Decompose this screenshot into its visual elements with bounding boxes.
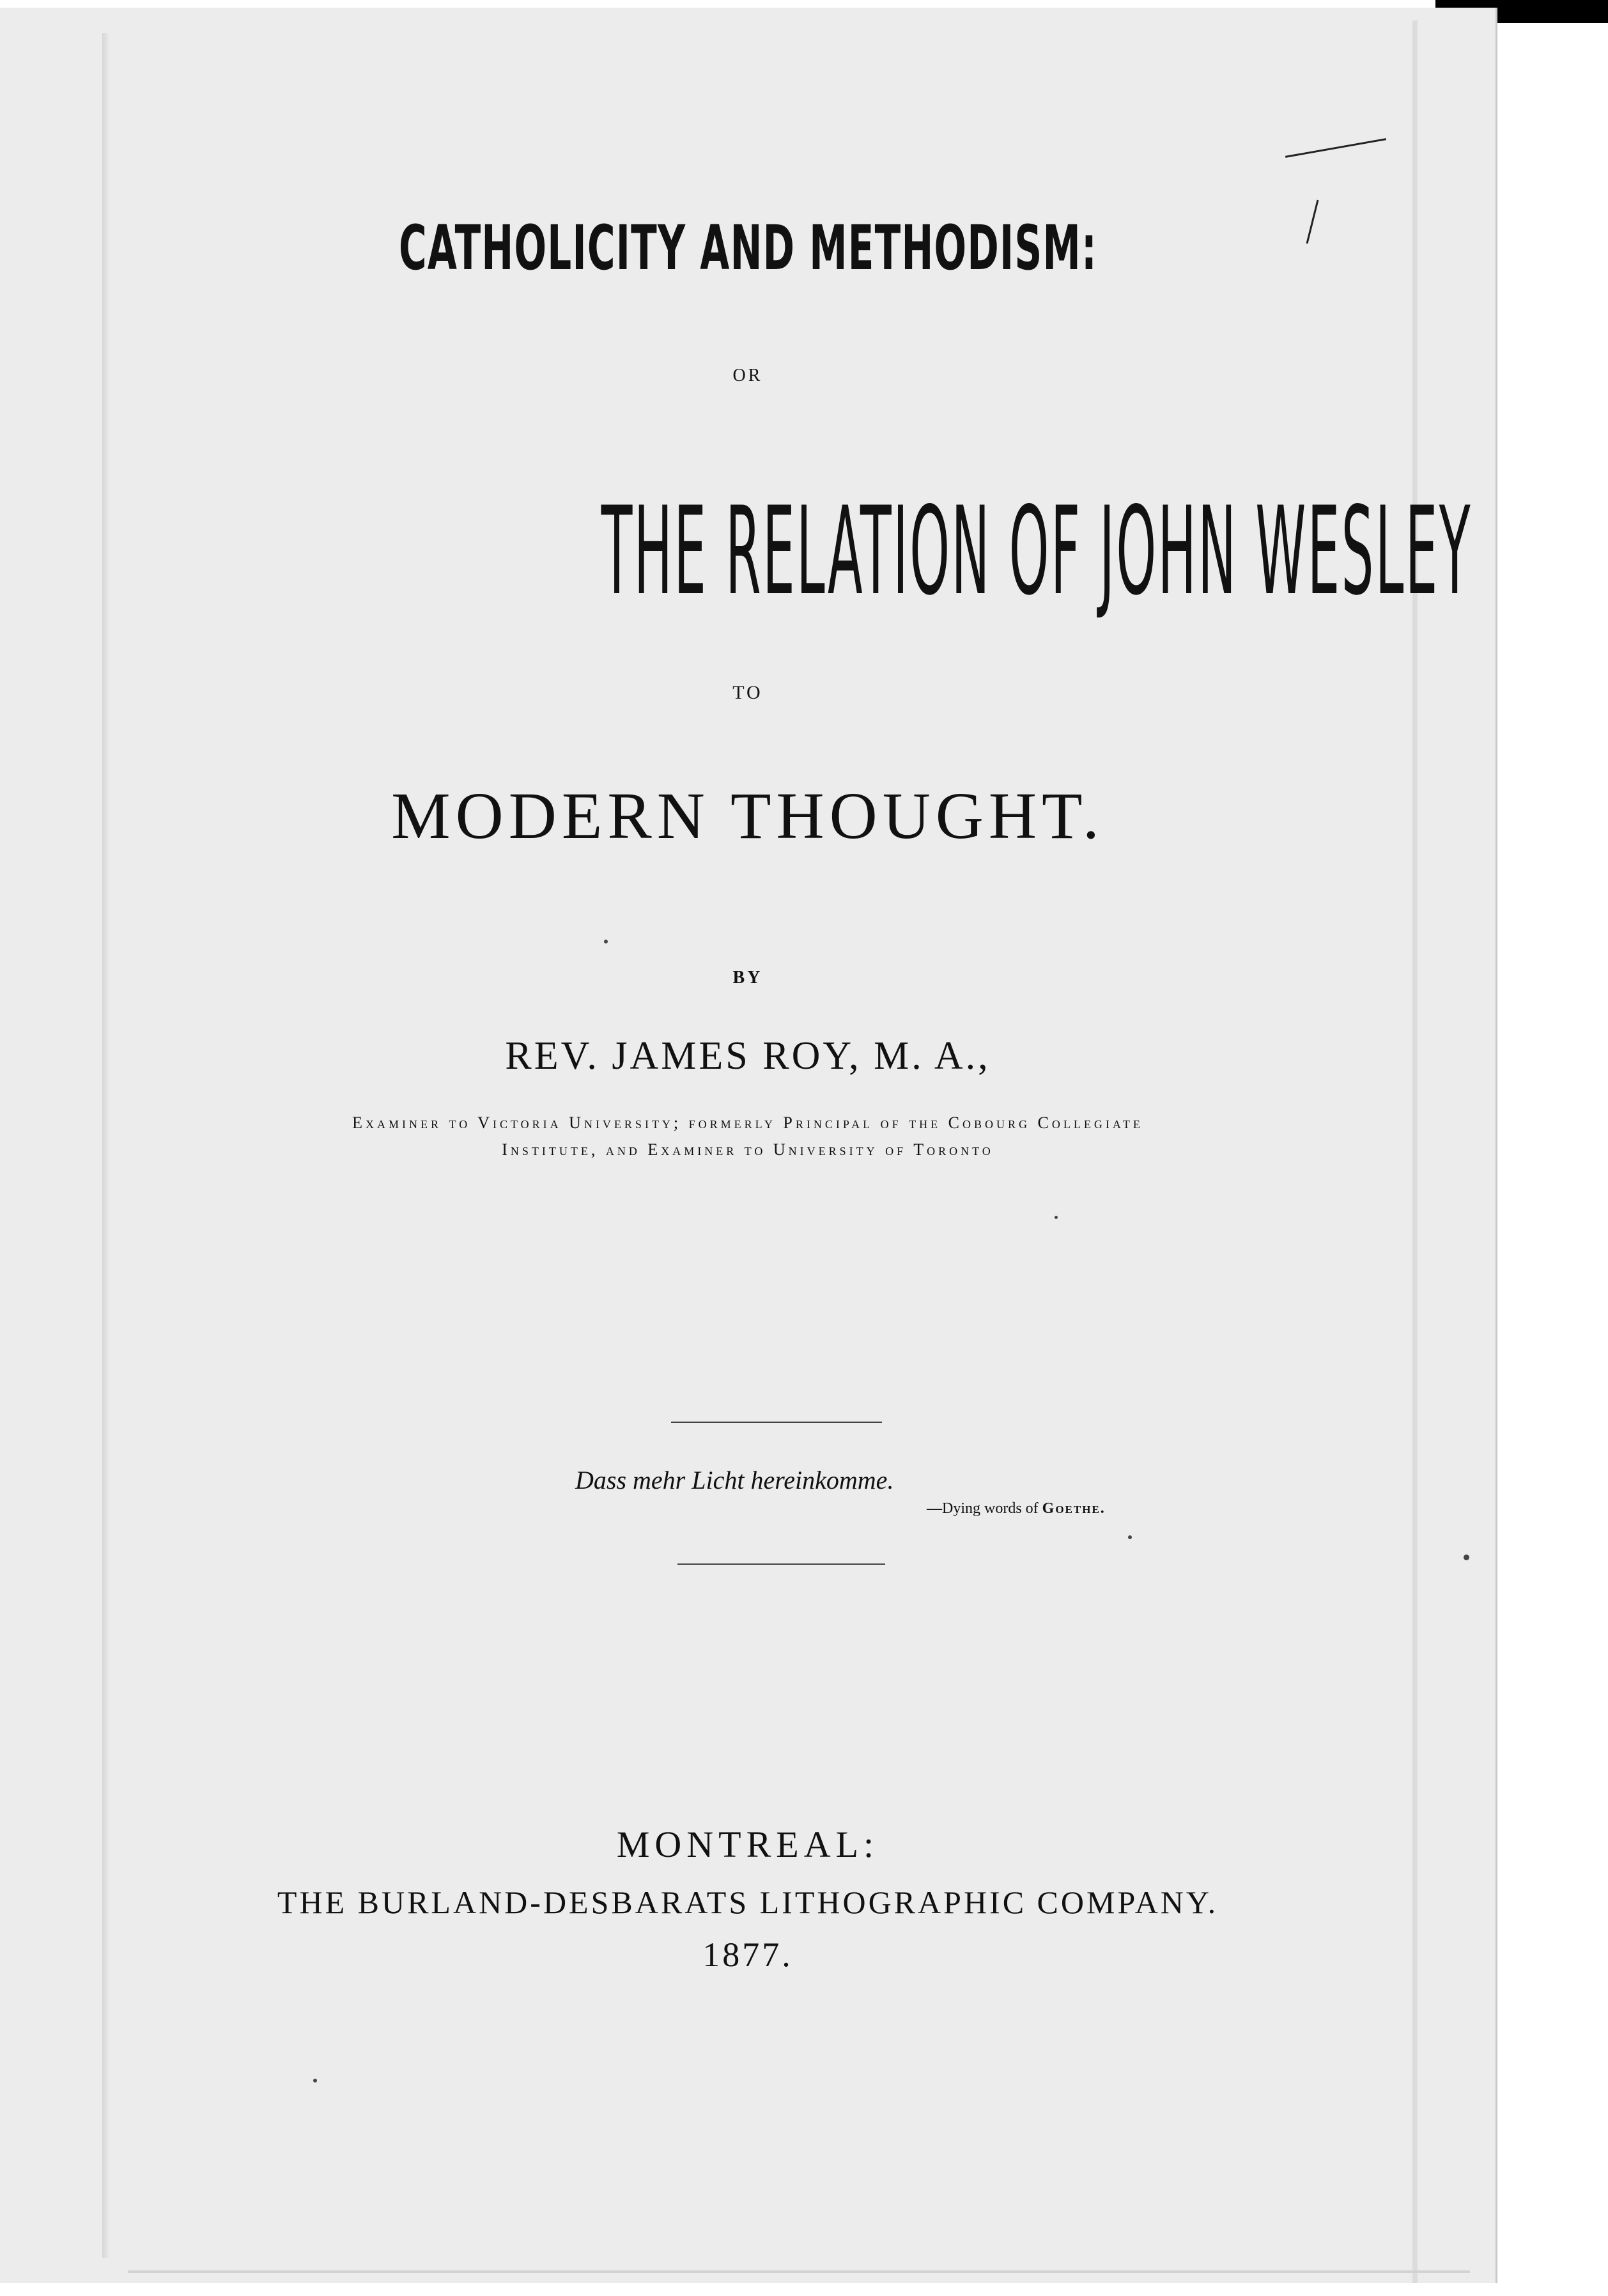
byline-by: BY [732, 968, 763, 988]
title-page [0, 8, 1497, 2283]
imprint-year: 1877. [702, 1935, 793, 1974]
title-line-1 [0, 212, 1496, 284]
scan-speck [313, 2079, 317, 2083]
epigraph-attribution-prefix: —Dying words of [927, 1500, 1039, 1517]
page-bottom-edge [128, 2270, 1470, 2273]
scan-speck [1055, 1216, 1058, 1219]
author-credentials-line-2: Institute, and Examiner to University of Toronto [502, 1140, 994, 1159]
title-connector-or: OR [732, 366, 763, 385]
author-credentials-line-1: Examiner to Victoria University; formerly Principal of the Cobourg Collegiate [352, 1113, 1143, 1132]
scan-speck [1128, 1535, 1132, 1539]
divider-rule-bottom [677, 1563, 885, 1565]
title-line-3: MODERN THOUGHT. [391, 779, 1104, 853]
imprint-publisher: THE BURLAND-DESBARATS LITHOGRAPHIC COMPANY. [277, 1884, 1219, 1920]
title-line-2 [0, 481, 1496, 623]
epigraph-attribution-name: Goethe. [1042, 1500, 1106, 1517]
pencil-mark-line [1285, 138, 1386, 158]
imprint-city: MONTREAL: [616, 1824, 879, 1865]
scan-speck [1464, 1555, 1469, 1560]
epigraph-quote: Dass mehr Licht hereinkomme. [575, 1466, 894, 1494]
epigraph-attribution [927, 1500, 1106, 1517]
title-line-2-text: THE RELATION OF JOHN WESLEY [601, 481, 1473, 622]
title-line-1-text: CATHOLICITY AND METHODISM: [398, 212, 1097, 284]
divider-rule-top [671, 1422, 882, 1423]
author-name: REV. JAMES ROY, M. A., [505, 1034, 991, 1078]
scan-speck [604, 940, 608, 943]
title-connector-to: TO [732, 682, 763, 703]
